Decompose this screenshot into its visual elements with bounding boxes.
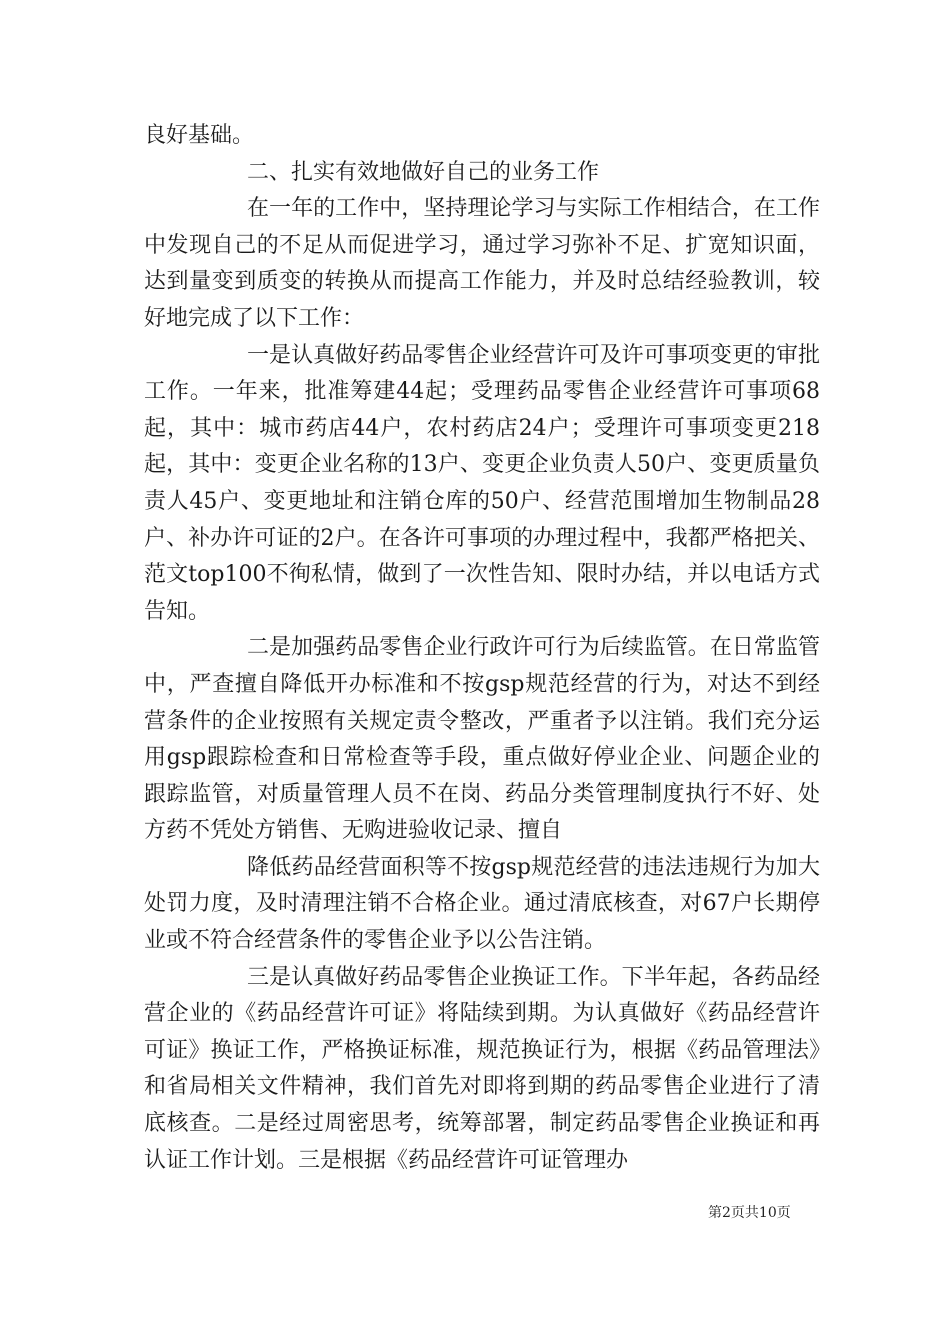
document-body — [144, 118, 820, 1179]
paragraph-4: 一是认真做好药品零售企业经营许可及许可事项变更的审批工作。一年来，批准筹建44起；受理药品零售企业经营许可事项68起，其中：城市药店44户，农村药店24户；受理许可事项变更218起，其中：变更企业名称的13户、变更企业负责人50户、变更质量负责人45户、变更地址和注销仓库的50户、经营范围增加生物制品28户、补办许可证的2户。在各许可事项的办理过程中，我都严格把关、范文top100不徇私情，做到了一次性告知、限时办结，并以电话方式告知。 — [144, 342, 820, 624]
paragraph-7: 三是认真做好药品零售企业换证工作。下半年起，各药品经营企业的《药品经营许可证》将陆续到期。为认真做好《药品经营许可证》换证工作，严格换证标准，规范换证行为，根据《药品管理法》和省局相关文件精神，我们首先对即将到期的药品零售企业进行了清底核查。二是经过周密思考，统筹部署，制定药品零售企业换证和再认证工作计划。三是根据《药品经营许可证管理办 — [144, 964, 820, 1173]
paragraph-3: 在一年的工作中，坚持理论学习与实际工作相结合，在工作中发现自己的不足从而促进学习，通过学习弥补不足、扩宽知识面，达到量变到质变的转换从而提高工作能力，并及时总结经验教训，较好地完成了以下工作： — [144, 196, 820, 331]
paragraph-1: 良好基础。 — [144, 123, 255, 148]
paragraph-5: 二是加强药品零售企业行政许可行为后续监管。在日常监管中，严查擅自降低开办标准和不按gsp规范经营的行为，对达不到经营条件的企业按照有关规定责令整改，严重者予以注销。我们充分运用gsp跟踪检查和日常检查等手段，重点做好停业企业、问题企业的跟踪监管，对质量管理人员不在岗、药品分类管理制度执行不好、处方药不凭处方销售、无购进验收记录、擅自 — [144, 635, 820, 844]
section-heading: 二、扎实有效地做好自己的业务工作 — [247, 159, 600, 185]
paragraph-6: 降低药品经营面积等不按gsp规范经营的违法违规行为加大处罚力度，及时清理注销不合格企业。通过清底核查，对67户长期停业或不符合经营条件的零售企业予以公告注销。 — [144, 854, 820, 954]
page-number-footer: 第2页共10页 — [708, 1205, 791, 1221]
